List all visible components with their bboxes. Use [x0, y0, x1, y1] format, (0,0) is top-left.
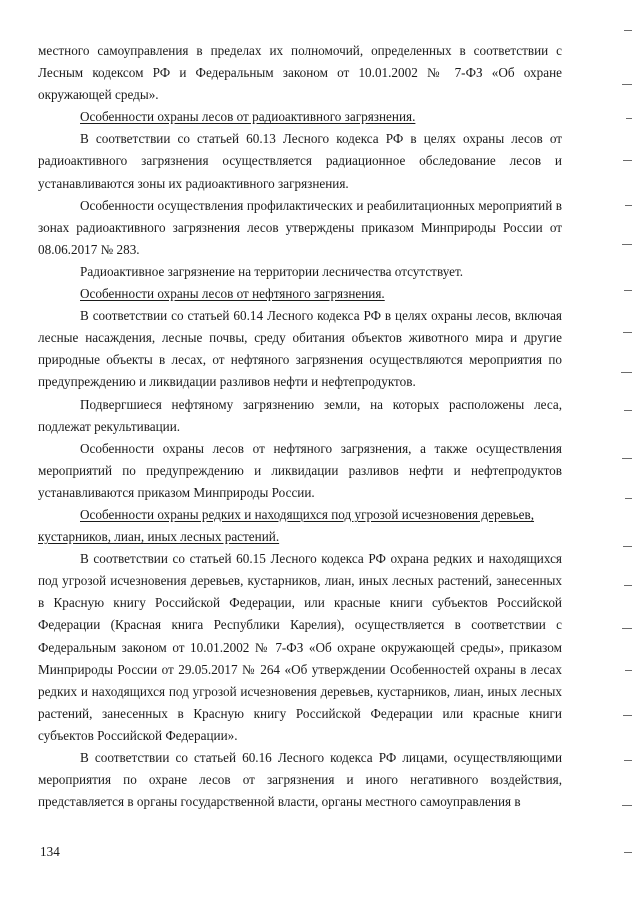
scan-mark — [623, 332, 632, 333]
scan-mark — [623, 546, 632, 547]
scan-mark — [623, 160, 632, 161]
paragraph-3: Особенности осуществления профилактических и реабилитационных мероприятий в зонах радиоактивного загрязнения лесов утверждены приказом Минприроды России от 08.06.2017 № 283. — [38, 197, 562, 257]
scan-mark — [624, 585, 632, 586]
scan-mark — [622, 805, 632, 806]
scan-mark — [622, 458, 632, 459]
section-heading-oil — [38, 283, 562, 305]
scan-mark — [625, 205, 632, 206]
section-heading-text: Особенности охраны редких и находящихся под угрозой исчезновения деревьев, кустарников, лиан, иных лесных растений. — [38, 506, 535, 545]
scan-margin-marks — [618, 0, 640, 905]
section-heading-radioactive — [38, 106, 562, 128]
paragraph-6: Подвергшиеся нефтяному загрязнению земли, на которых расположены леса, подлежат рекультивации. — [38, 396, 562, 434]
paragraph-1: местного самоуправления в пределах их полномочий, определенных в соответствии с Лесным кодексом РФ и Федеральным законом от 10.01.2002 № 7-ФЗ «Об охране окружающей среды». — [38, 43, 562, 103]
scan-mark — [625, 498, 632, 499]
scan-mark — [625, 670, 632, 671]
section-heading-rare-plants — [38, 504, 562, 548]
scan-mark — [622, 84, 632, 85]
section-heading-text: Особенности охраны лесов от радиоактивного загрязнения. — [80, 109, 416, 125]
scan-mark — [621, 372, 632, 373]
paragraph-7: Особенности охраны лесов от нефтяного загрязнения, а также осуществления мероприятий по предупреждению и ликвидации разливов нефти и нефтепродуктов устанавливаются приказом Минприроды России. — [38, 440, 562, 500]
paragraph-8: В соответствии со статьей 60.15 Лесного кодекса РФ охрана редких и находящихся под угрозой исчезновения деревьев, кустарников, лиан, иных лесных растений, занесенных в Красную книгу Российской Федерации, или красные книги субъектов Российской Федерации (Красная книга Республики Карелия), осуществляется в соответствии с Федеральным законом от 10.01.2002 № 7-ФЗ «Об охране окружающей среды», приказом Минприроды России от 29.05.2017 № 264 «Об утверждении Особенностей охраны в лесах редких и находящихся под угрозой исчезновения деревьев, кустарников, лиан, иных лесных растений, занесенных в Красную книгу Российской Федерации или красные книги субъектов Российской Федерации». — [38, 551, 562, 743]
scan-mark — [624, 290, 632, 291]
section-heading-text: Особенности охраны лесов от нефтяного загрязнения. — [80, 286, 385, 302]
scan-mark — [626, 118, 632, 119]
paragraph-2: В соответствии со статьей 60.13 Лесного кодекса РФ в целях охраны лесов от радиоактивного загрязнения осуществляется радиационное обследование лесов и устанавливаются зоны их радиоактивного загрязнения. — [38, 131, 562, 191]
scan-mark — [623, 715, 632, 716]
scan-mark — [624, 760, 632, 761]
page-number: 134 — [40, 844, 60, 859]
document-page — [38, 40, 562, 813]
scan-mark — [622, 244, 632, 245]
scan-mark — [624, 30, 632, 31]
paragraph-5: В соответствии со статьей 60.14 Лесного кодекса РФ в целях охраны лесов, включая лесные насаждения, лесные почвы, среду обитания объектов животного мира и другие природные объекты в лесах, от нефтяного загрязнения осуществляются мероприятия по предупреждению и ликвидации разливов нефти и нефтепродуктов. — [38, 308, 562, 390]
scan-mark — [622, 628, 632, 629]
scan-mark — [624, 410, 632, 411]
paragraph-9: В соответствии со статьей 60.16 Лесного кодекса РФ лицами, осуществляющими мероприятия по охране лесов от загрязнения и иного негативного воздействия, представляется в органы государственной власти, органы местного самоуправления в — [38, 750, 562, 810]
scan-mark — [624, 852, 632, 853]
paragraph-4: Радиоактивное загрязнение на территории лесничества отсутствует. — [80, 263, 464, 279]
